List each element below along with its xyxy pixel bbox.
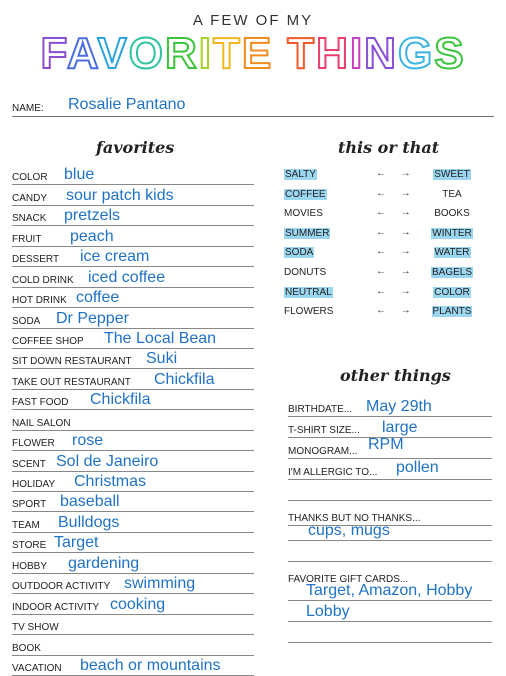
favorite-label: DESSERT <box>12 254 60 266</box>
title-letter: E <box>241 29 274 78</box>
favorite-row[interactable] <box>12 574 254 594</box>
name-row[interactable] <box>12 96 494 117</box>
favorite-row[interactable] <box>12 369 254 389</box>
favorite-label: COFFEE SHOP <box>12 335 84 347</box>
favorite-row[interactable] <box>12 267 254 287</box>
favorite-label: HOBBY <box>12 560 48 572</box>
birthdate-row[interactable] <box>288 396 492 417</box>
favorite-value[interactable]: sour patch kids <box>66 186 174 204</box>
title-letter: I <box>198 29 214 78</box>
favorite-label: FAST FOOD <box>12 397 69 409</box>
tshirt-row[interactable] <box>288 417 492 438</box>
favorite-label: HOLIDAY <box>12 479 56 490</box>
favorite-row[interactable] <box>12 533 254 553</box>
thanks-value[interactable]: cups, mugs <box>308 522 390 539</box>
this-option[interactable]: DONUTS <box>284 266 327 278</box>
this-or-that-row <box>284 264 490 284</box>
that-option[interactable]: COLOR <box>434 286 470 298</box>
title-letter: N <box>364 29 398 78</box>
this-or-that-row <box>284 244 490 264</box>
this-or-that-row <box>284 225 490 245</box>
this-or-that-row <box>284 284 490 304</box>
favorite-label: SPORT <box>12 499 47 511</box>
arrows-icon: ← → <box>376 168 417 179</box>
thanks-blank-line[interactable] <box>288 541 492 562</box>
this-option[interactable]: FLOWERS <box>284 306 334 318</box>
favorite-label: SIT DOWN RESTAURANT <box>12 356 132 368</box>
title-letter: H <box>316 29 350 78</box>
that-option[interactable]: BAGELS <box>431 266 473 278</box>
this-option[interactable]: SALTY <box>285 169 316 180</box>
that-option[interactable]: WATER <box>434 247 470 259</box>
arrows-icon: ← → <box>376 246 417 258</box>
arrows-icon: ← → <box>376 187 417 199</box>
favorite-row[interactable] <box>12 594 254 614</box>
favorite-value[interactable]: ice cream <box>80 248 150 266</box>
favorite-label: OUTDOOR ACTIVITY <box>12 581 111 593</box>
favorite-row[interactable] <box>12 553 254 573</box>
favorite-label: TV SHOW <box>12 622 59 634</box>
favorite-row[interactable] <box>12 615 254 635</box>
this-option[interactable]: NEUTRAL <box>285 286 332 298</box>
title-letter: F <box>40 29 67 78</box>
favorite-label: STORE <box>12 540 47 552</box>
favorite-label: FLOWER <box>12 438 55 450</box>
gift-cards-label: FAVORITE GIFT CARDS... <box>288 574 409 585</box>
arrows-icon: ← → <box>376 265 417 277</box>
name-value[interactable]: Rosalie Pantano <box>68 96 186 113</box>
favorite-value[interactable]: Dr Pepper <box>56 309 129 327</box>
favorite-row[interactable] <box>12 431 254 451</box>
arrows-icon: ← → <box>376 207 417 219</box>
this-option[interactable]: SUMMER <box>285 227 330 239</box>
gift-cards-value-row-2[interactable] <box>288 601 492 622</box>
monogram-label: MONOGRAM... <box>288 446 358 457</box>
this-option[interactable]: MOVIES <box>284 208 323 220</box>
favorite-value[interactable]: The Local Bean <box>104 329 217 347</box>
favorite-label: BOOK <box>12 642 41 654</box>
favorite-row[interactable] <box>12 165 254 185</box>
favorite-row[interactable] <box>12 329 254 349</box>
favorite-value[interactable]: Suki <box>146 350 178 368</box>
favorite-value[interactable]: iced coffee <box>88 268 166 286</box>
favorite-label: COLOR <box>12 172 48 184</box>
favorite-row[interactable] <box>12 247 254 267</box>
title-letter: S <box>434 29 466 78</box>
favorite-label: VACATION <box>12 662 62 674</box>
favorite-value[interactable]: rose <box>72 432 104 450</box>
favorite-label: TAKE OUT RESTAURANT <box>12 376 131 388</box>
favorite-row[interactable] <box>12 410 254 430</box>
title-letter: V <box>97 29 129 78</box>
monogram-row[interactable] <box>288 438 492 459</box>
favorite-row[interactable] <box>12 288 254 308</box>
this-or-that-row <box>284 303 490 323</box>
tshirt-label: T-SHIRT SIZE... <box>288 425 360 436</box>
title-letter: A <box>66 29 98 78</box>
that-option[interactable]: SWEET <box>434 169 470 180</box>
title-letter: R <box>165 29 199 78</box>
allergic-label: I'M ALLERGIC TO... <box>288 467 378 478</box>
favorite-value[interactable]: blue <box>64 166 95 184</box>
favorite-value[interactable]: cooking <box>110 595 166 613</box>
arrows-icon: ← → <box>376 305 417 317</box>
allergic-value[interactable]: pollen <box>396 459 439 476</box>
favorite-value[interactable]: coffee <box>76 289 120 307</box>
this-or-that-row <box>284 205 490 225</box>
thanks-label: THANKS BUT NO THANKS... <box>288 513 421 524</box>
favorite-value[interactable]: Bulldogs <box>58 513 120 531</box>
favorite-label: SCENT <box>12 458 46 470</box>
gift-cards-value-1[interactable]: Target, Amazon, Hobby <box>306 582 473 599</box>
favorite-label: SODA <box>12 315 41 327</box>
allergic-row[interactable] <box>288 459 492 480</box>
allergic-blank-line[interactable] <box>288 480 492 501</box>
favorites-heading: favorites <box>96 138 175 157</box>
this-or-that-row <box>284 186 490 206</box>
favorite-value[interactable]: Chickfila <box>90 391 151 409</box>
birthdate-value[interactable]: May 29th <box>366 398 432 415</box>
favorite-value[interactable]: Sol de Janeiro <box>56 452 159 470</box>
favorite-value[interactable]: Target <box>54 534 99 552</box>
favorite-label: INDOOR ACTIVITY <box>12 601 100 613</box>
favorite-value[interactable]: pretzels <box>64 207 121 225</box>
monogram-value[interactable]: RPM <box>368 436 404 453</box>
that-option[interactable]: TEA <box>442 188 462 200</box>
favorite-row[interactable] <box>12 492 254 512</box>
arrows-icon: ← → <box>376 226 417 238</box>
gift-cards-blank-line[interactable] <box>288 622 492 643</box>
favorite-label: CANDY <box>12 192 48 204</box>
title-letter: T <box>213 29 242 78</box>
favorite-value[interactable]: swimming <box>124 575 196 593</box>
favorite-value[interactable]: baseball <box>60 493 120 511</box>
header-subtitle: A FEW OF MY <box>192 12 314 29</box>
this-option[interactable]: SODA <box>285 247 314 259</box>
favorite-value[interactable]: beach or mountains <box>80 656 221 674</box>
gift-cards-value-2[interactable]: Lobby <box>306 603 350 620</box>
favorite-label: FRUIT <box>12 233 42 245</box>
favorite-label: TEAM <box>12 519 40 531</box>
name-label: NAME: <box>12 103 44 114</box>
favorite-value[interactable]: peach <box>70 227 114 245</box>
title-letter: I <box>349 29 365 78</box>
favorite-row[interactable] <box>12 308 254 328</box>
arrows-icon: ← → <box>376 285 417 297</box>
other-things-heading: other things <box>340 366 451 385</box>
favorite-row[interactable] <box>12 512 254 532</box>
title-letter: G <box>397 29 435 78</box>
that-option[interactable]: BOOKS <box>434 208 470 220</box>
favorite-row[interactable] <box>12 226 254 246</box>
favorite-row[interactable] <box>12 349 254 369</box>
favorite-row[interactable] <box>12 635 254 655</box>
favorite-value[interactable]: gardening <box>68 554 140 572</box>
favorite-label: SNACK <box>12 213 47 225</box>
tshirt-value[interactable]: large <box>382 419 418 436</box>
this-or-that-row <box>284 166 490 186</box>
that-option[interactable]: WINTER <box>432 227 472 239</box>
favorite-row[interactable] <box>12 451 254 471</box>
favorites-list <box>12 165 254 676</box>
title-letter: T <box>287 29 317 78</box>
favorite-row[interactable] <box>12 390 254 410</box>
favorite-row[interactable] <box>12 472 254 492</box>
other-things-list <box>288 396 492 643</box>
favorite-label: HOT DRINK <box>12 295 67 307</box>
favorite-value[interactable]: Christmas <box>74 473 147 490</box>
this-or-that-list <box>284 166 490 323</box>
birthdate-label: BIRTHDATE... <box>288 404 353 415</box>
this-option[interactable]: COFFEE <box>285 188 326 200</box>
favorite-label: COLD DRINK <box>12 274 74 286</box>
gift-cards-value-row[interactable] <box>288 582 492 601</box>
favorite-value[interactable]: Chickfila <box>154 370 215 388</box>
this-or-that-heading: this or that <box>338 138 440 157</box>
title-letter: O <box>128 29 165 78</box>
favorite-row[interactable] <box>12 185 254 205</box>
that-option[interactable]: PLANTS <box>432 306 472 318</box>
thanks-value-row[interactable] <box>288 522 492 541</box>
favorite-row[interactable] <box>12 206 254 226</box>
header-title <box>0 29 506 78</box>
favorite-label: NAIL SALON <box>12 417 71 429</box>
